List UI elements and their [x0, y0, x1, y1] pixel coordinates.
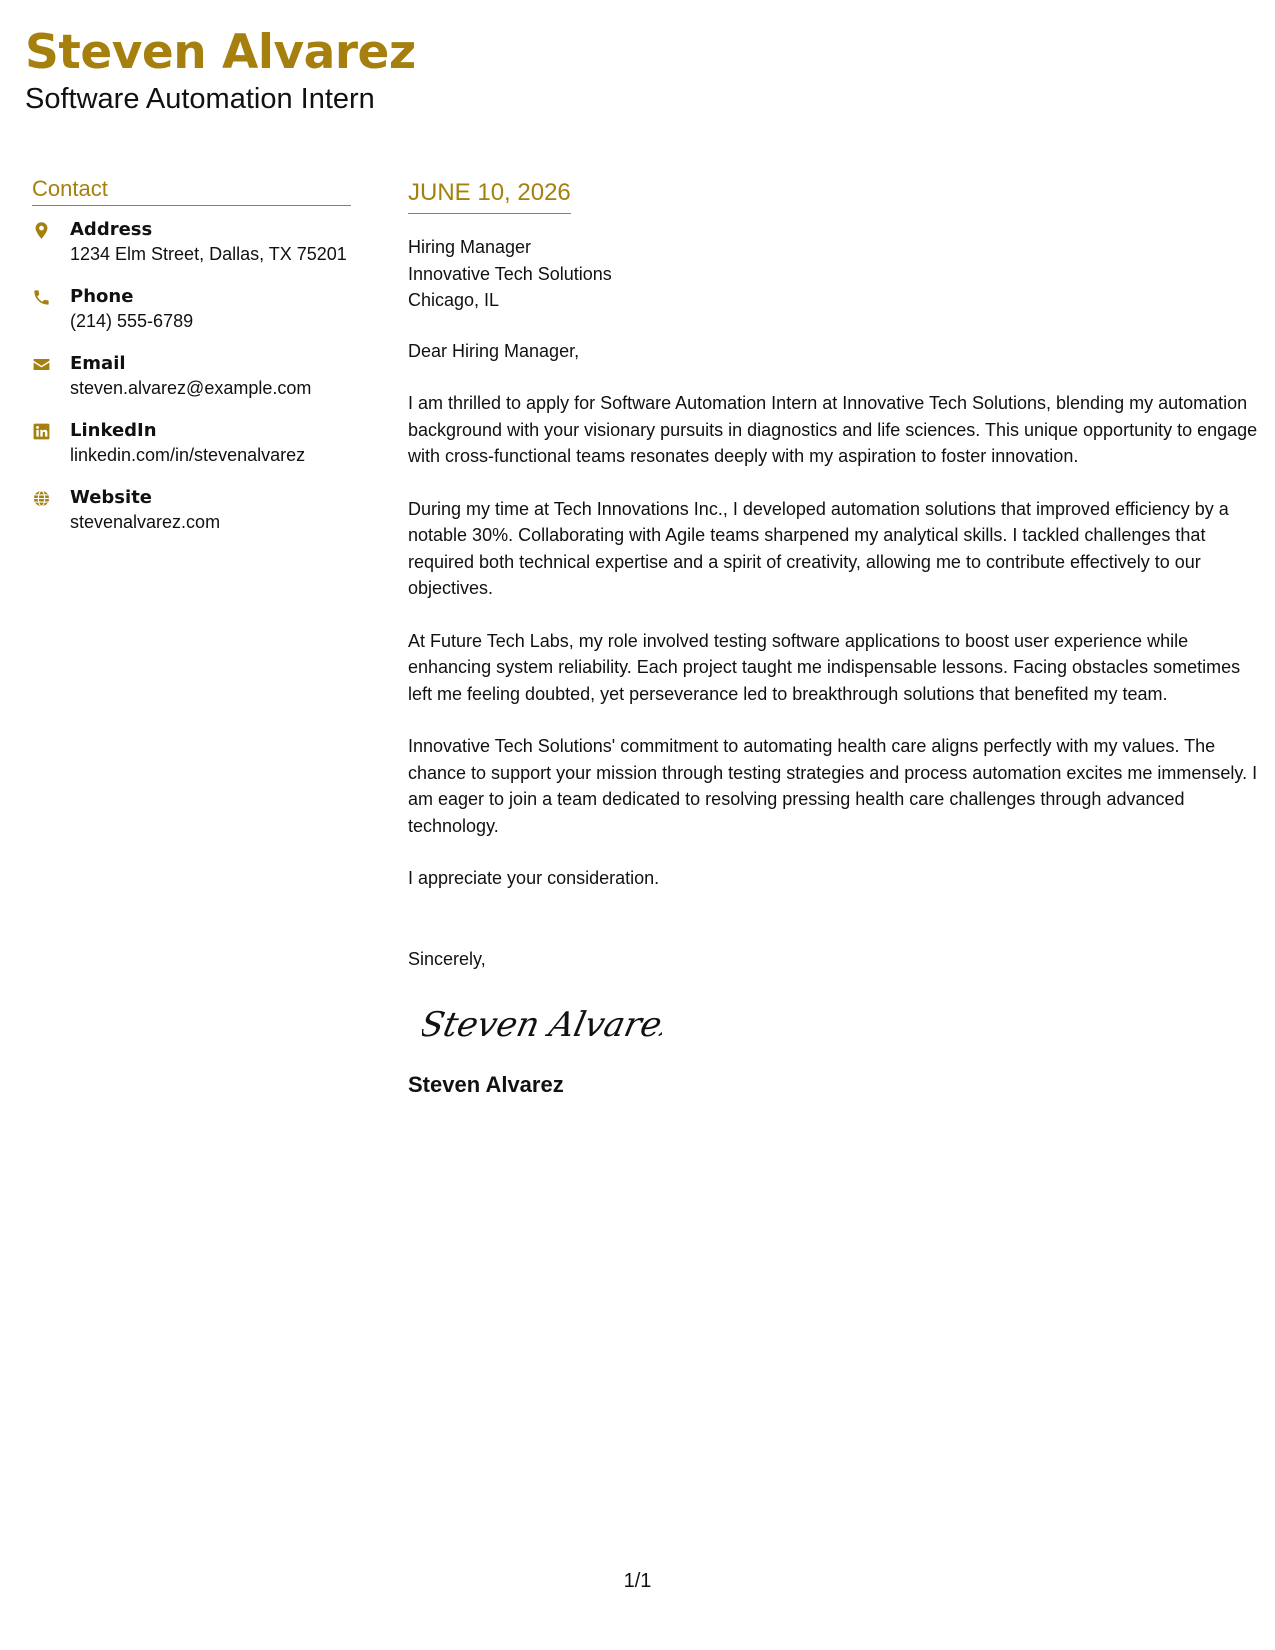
contact-value[interactable]: linkedin.com/in/stevenalvarez — [70, 445, 306, 465]
signature-text: Steven Alvarez — [422, 1005, 662, 1045]
body-paragraph: I am thrilled to apply for Software Automation Intern at Innovative Tech Solutions, blending my automation background with your visionary pursuits in diagnostics and life sciences. This unique opportunity to engage with cross-functional teams resonates deeply with my aspiration to foster innovation. — [408, 393, 1258, 466]
contact-sidebar — [32, 176, 351, 553]
linkedin-icon — [32, 419, 70, 468]
signer-name: Steven Alvarez — [408, 1072, 564, 1097]
letter-date: JUNE 10, 2026 — [408, 178, 571, 214]
contact-value[interactable]: steven.alvarez@example.com — [70, 378, 312, 398]
contact-label: Address — [70, 219, 153, 240]
handwritten-signature — [422, 1000, 1258, 1050]
contact-item-phone — [32, 285, 351, 334]
letter-body — [408, 178, 1258, 1099]
letter-header — [25, 22, 416, 116]
body-paragraph: Innovative Tech Solutions' commitment to automating health care aligns perfectly with my values. The chance to support your mission through testing strategies and process automation excites me immensely. I am eager to join a team dedicated to resolving pressing health care challenges through advanced technology. — [408, 736, 1258, 836]
contact-label: Website — [70, 487, 153, 508]
contact-label: Phone — [70, 286, 134, 307]
body-paragraph: During my time at Tech Innovations Inc., I developed automation solutions that improved efficiency by a notable 30%. Collaborating with Agile teams sharpened my analytical skills. I tackled challenges that required both technical expertise and a spirit of creativity, allowing me to contribute effectively to our objectives. — [408, 498, 1229, 598]
recipient-line: Hiring Manager — [408, 237, 532, 257]
contact-value: (214) 555-6789 — [70, 311, 194, 331]
applicant-name: Steven Alvarez — [25, 25, 416, 80]
recipient-line: Chicago, IL — [408, 290, 500, 310]
body-paragraph: At Future Tech Labs, my role involved testing software applications to boost user experience while enhancing system reliability. Each project taught me indispensable lessons. Facing obstacles sometimes left me feeling doubted, yet perseverance led to breakthrough solutions that benefited my team. — [408, 630, 1241, 704]
globe-icon — [32, 486, 70, 535]
recipient-line: Innovative Tech Solutions — [408, 263, 612, 284]
closing: Sincerely, — [408, 948, 486, 969]
contact-label: LinkedIn — [70, 420, 157, 441]
contact-item-address — [32, 218, 351, 267]
contact-item-email — [32, 352, 351, 401]
applicant-title: Software Automation Intern — [25, 83, 375, 115]
contact-list — [32, 218, 351, 535]
map-pin-icon — [32, 218, 70, 267]
contact-item-linkedin — [32, 419, 351, 468]
salutation: Dear Hiring Manager, — [408, 340, 580, 361]
body-paragraph: I appreciate your consideration. — [408, 868, 660, 888]
contact-item-website — [32, 486, 351, 535]
contact-value[interactable]: stevenalvarez.com — [70, 512, 221, 532]
contact-value: 1234 Elm Street, Dallas, TX 75201 — [70, 244, 347, 264]
envelope-icon — [32, 352, 70, 401]
recipient-block — [408, 234, 1258, 314]
contact-section-title: Contact — [32, 176, 351, 206]
page-number: 1/1 — [623, 1570, 652, 1592]
contact-label: Email — [70, 353, 126, 374]
phone-icon — [32, 285, 70, 334]
